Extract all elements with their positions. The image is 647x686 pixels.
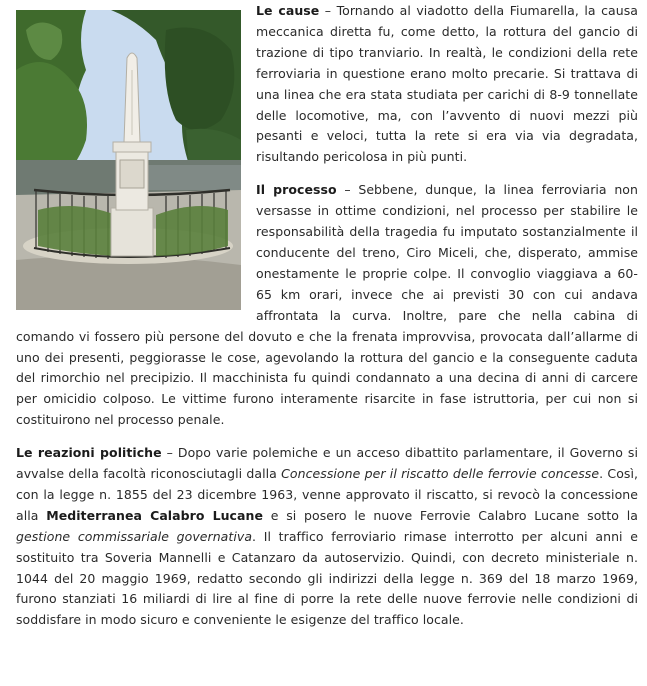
section-title-cause: Le cause	[256, 3, 320, 18]
section-title-reazioni: Le reazioni politiche	[16, 445, 162, 461]
paragraph-reazioni	[16, 443, 638, 631]
monument-photo-graphic	[16, 10, 241, 310]
monument-photo	[16, 10, 241, 310]
company-name: Mediterranea Calabro Lucane	[46, 507, 263, 523]
section-text-reazioni-4: . Il traffico ferroviario rimase interrotto per alcuni anni e sostituito tra Soveria Mannelli e Catanzaro da autoservizio. Quindi, con decreto ministeriale n. 1044 del 20 maggio 1969, redatto secondo gli indirizzi della legge n. 369 del 18 marzo 1969, furono stanziati 16 miliardi di lire al fine di porre la rete delle nuove ferrovie nelle condizioni di soddisfare in modo sicuro e conveniente le esigenze del traffico locale.	[16, 528, 638, 628]
concession-title: Concessione per il riscatto delle ferrovie concesse	[281, 466, 600, 482]
section-text-reazioni-1: – Dopo varie polemiche e un acceso dibattito parlamentare, il Governo si avvalse della facoltà riconosciutagli dalla	[16, 445, 638, 482]
section-text-cause: – Tornando al viadotto della Fiumarella, la causa meccanica diretta fu, come detto, la rottura del gancio di trazione di tipo tranviario. In realtà, le condizioni della rete ferroviaria in questione erano molto precarie. Si trattava di una linea che era stata studiata per carichi di 8-9 tonnellate delle locomotive, ma, con l’avvento di nuovi mezzi più pesanti e veloci, tutta la rete si era via via degradata, risultando pericolosa in più punti.	[256, 3, 638, 165]
section-text-processo: – Sebbene, dunque, la linea ferroviaria non versasse in ottime condizioni, nel processo per stabilire le responsabilità della tragedia fu imputato sostanzialmente il conducente del treno, Ciro Miceli, che, disperato, ammise onestamente le proprie colpe. Il convoglio viaggiava a 60-65 km orari, invece che ai previsti 30 con cui andava affrontata la curva. Inoltre, pare che nella cabina di comando vi fossero più persone del dovuto e che la frenata improvvisa, provocata dall’allarme di uno dei presenti, peggiorasse le cose, agevolando la rottura del gancio e la conseguente caduta del rimorchio nel precipizio. Il macchinista fu quindi condannato a una decina di anni di carcere per omicidio colposo. Le vittime furono interamente risarcite in fase istruttoria, per cui non si costituirono nel processo penale.	[16, 182, 638, 428]
section-text-reazioni-3: e si posero le nuove Ferrovie Calabro Lucane sotto la	[262, 507, 638, 523]
section-text-reazioni-2: . Così, con la legge n. 1855 del 23 dicembre 1963, venne approvato il riscatto, si revocò la concessione alla	[16, 466, 639, 523]
section-title-processo: Il processo	[256, 182, 337, 198]
management-term: gestione commissariale governativa	[16, 528, 253, 544]
article-body	[16, 0, 638, 643]
